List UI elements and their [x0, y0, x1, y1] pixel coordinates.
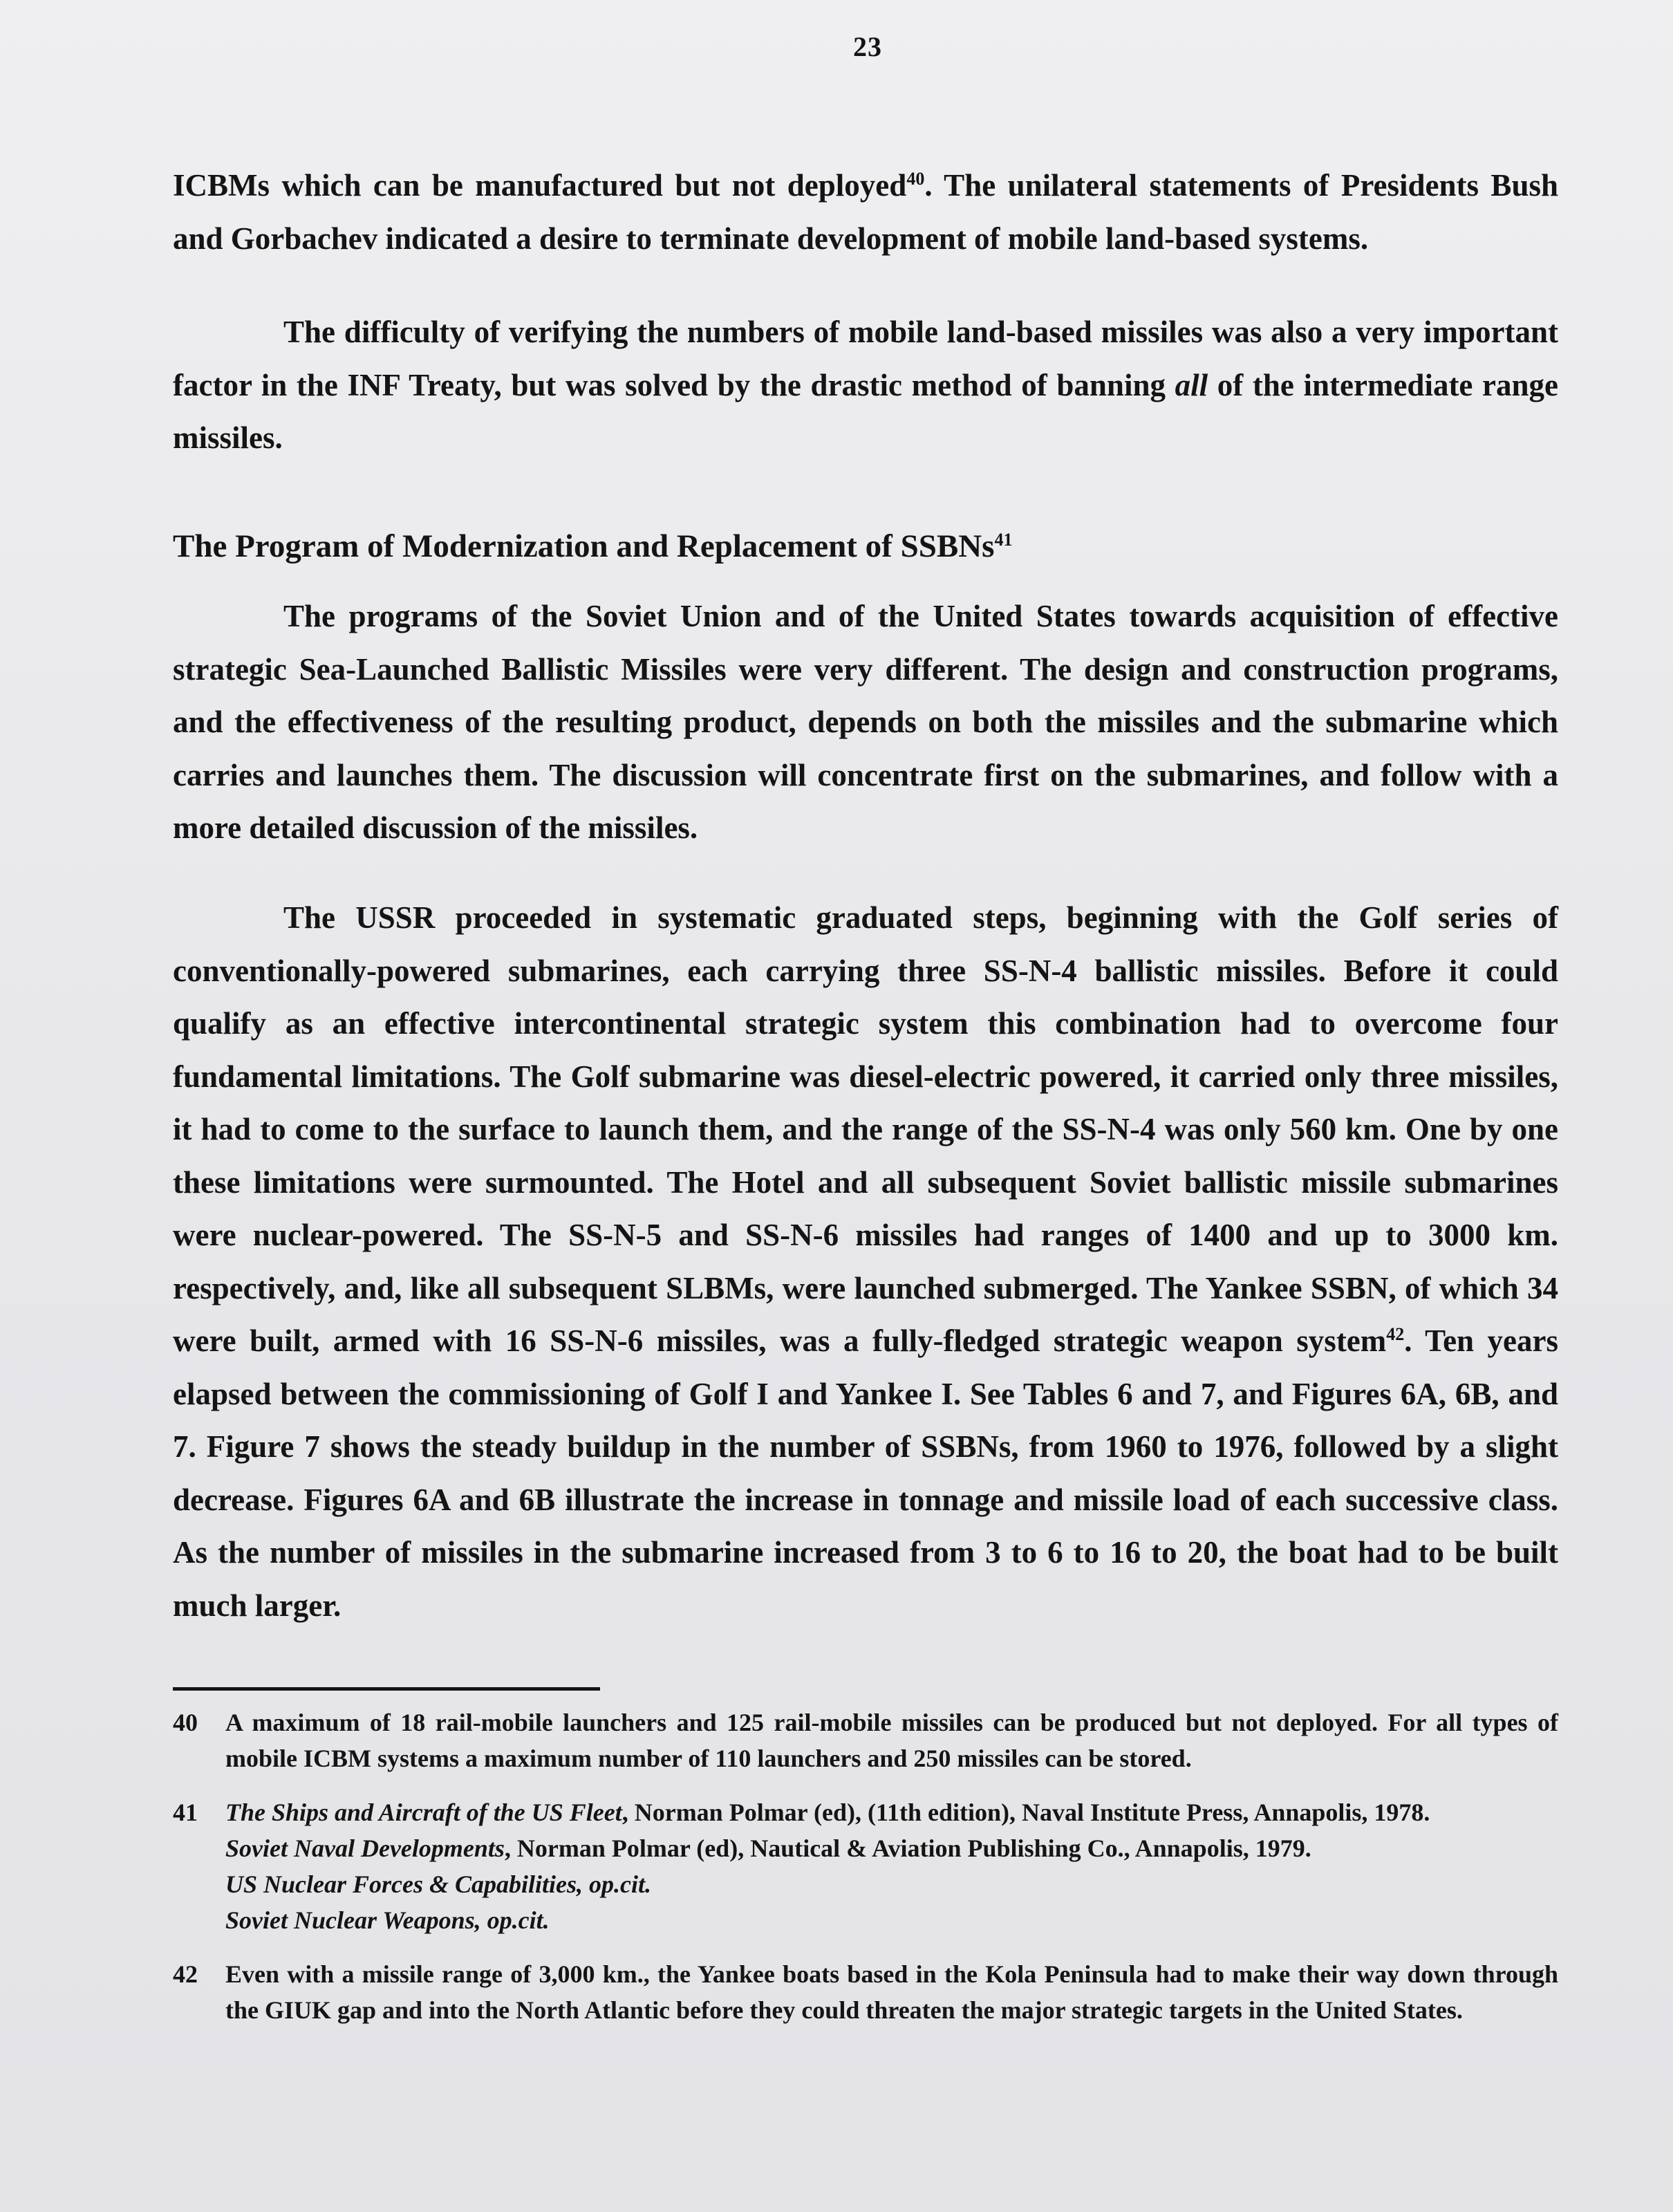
section-heading — [173, 520, 1558, 573]
paragraph-2-before: The difficulty of verifying the numbers of mobile land-based missiles was also a very important factor in the INF Treaty, but was solved by the drastic method of banning — [173, 315, 1558, 402]
reference-title: Soviet Naval Developments — [225, 1834, 505, 1862]
paragraph-inf-treaty — [173, 306, 1558, 465]
paragraph-4-before: The USSR proceeded in systematic graduated steps, beginning with the Golf series of conventionally-powered submarines, each carrying three SS-N-4 ballistic missiles. Before it could qualify as an effective intercontinental strategic system this combination had to overcome four fundamental limitations. The Golf submarine was diesel-electric powered, it carried only three missiles, it had to come to the surface to launch them, and the range of the SS-N-4 was only 560 km. One by one these limitations were surmounted. The Hotel and all subsequent Soviet ballistic missile submarines were nuclear-powered. The SS-N-5 and SS-N-6 missiles had ranges of 1400 and up to 3000 km. respectively, and, like all subsequent SLBMs, were launched submerged. The Yankee SSBN, of which 34 were built, armed with 16 SS-N-6 missiles, was a fully-fledged strategic weapon system — [173, 900, 1558, 1358]
reference-item — [225, 1794, 1558, 1830]
paragraph-continuation — [173, 159, 1558, 265]
reference-title: The Ships and Aircraft of the US Fleet — [225, 1799, 622, 1826]
reference-details: , Norman Polmar (ed), (11th edition), Naval Institute Press, Annapolis, 1978. — [621, 1799, 1430, 1826]
footnote-41 — [173, 1794, 1558, 1938]
paragraph-4-after: . Ten years elapsed between the commissioning of Golf I and Yankee I. See Tables 6 and 7, and Figures 6A, 6B, and 7. Figure 7 shows the steady buildup in the number of SSBNs, from 1960 to 1976, followed by a slight decrease. Figures 6A and 6B illustrate the increase in tonnage and missile load of each successive class. As the number of missiles in the submarine increased from 3 to 6 to 16 to 20, the boat had to be built much larger. — [173, 1323, 1558, 1623]
paragraph-3-text: The programs of the Soviet Union and of the United States towards acquisition of effective strategic Sea-Launched Ballistic Missiles were very different. The design and construction programs, and the effectiveness of the resulting product, depends on both the missiles and the submarine which carries and launches them. The discussion will concentrate first on the submarines, and follow with a more detailed discussion of the missiles. — [173, 599, 1558, 845]
reference-title: Soviet Nuclear Weapons, op.cit. — [225, 1906, 550, 1934]
reference-item — [225, 1830, 1558, 1866]
footnote-ref-42: 42 — [1386, 1324, 1405, 1344]
section-heading-text: The Program of Modernization and Replacement of SSBNs — [173, 528, 995, 564]
paragraph-1-tail: . The unilateral statements of Presidents Bush and Gorbachev indicated a desire to terminate development of mobile land-based systems. — [173, 168, 1559, 256]
reference-item — [225, 1902, 1558, 1938]
footnote-40 — [173, 1704, 1558, 1776]
footnote-text: A maximum of 18 rail-mobile launchers and 125 rail-mobile missiles can be produced but not deployed. For all types of mobile ICBM systems a maximum number of 110 launchers and 250 missiles can be stored. — [225, 1709, 1558, 1772]
paragraph-2-after: of the intermediate range missiles. — [173, 367, 1558, 455]
reference-title: US Nuclear Forces & Capabilities, op.cit. — [225, 1870, 651, 1898]
footnote-divider — [173, 1687, 600, 1691]
page-number: 23 — [853, 31, 882, 62]
paragraph-programs — [173, 590, 1558, 855]
footnote-ref-40: 40 — [906, 169, 925, 189]
footnote-number: 40 — [173, 1709, 198, 1736]
emphasis-all: all — [1175, 367, 1208, 402]
footnotes — [173, 1704, 1558, 2046]
reference-item — [225, 1866, 1558, 1902]
footnote-number: 42 — [173, 1960, 198, 1988]
footnote-42 — [173, 1956, 1558, 2028]
reference-details: , Norman Polmar (ed), Nautical & Aviation Publishing Co., Annapolis, 1979. — [504, 1834, 1311, 1862]
footnote-number: 41 — [173, 1799, 198, 1826]
footnote-ref-41: 41 — [994, 530, 1013, 550]
paragraph-1-text: ICBMs which can be manufactured but not deployed — [173, 168, 907, 203]
footnote-text: Even with a missile range of 3,000 km., the Yankee boats based in the Kola Peninsula had to make their way down through the GIUK gap and into the North Atlantic before they could threaten the major strategic targets in the United States. — [225, 1960, 1558, 2024]
paragraph-ussr — [173, 891, 1558, 1632]
